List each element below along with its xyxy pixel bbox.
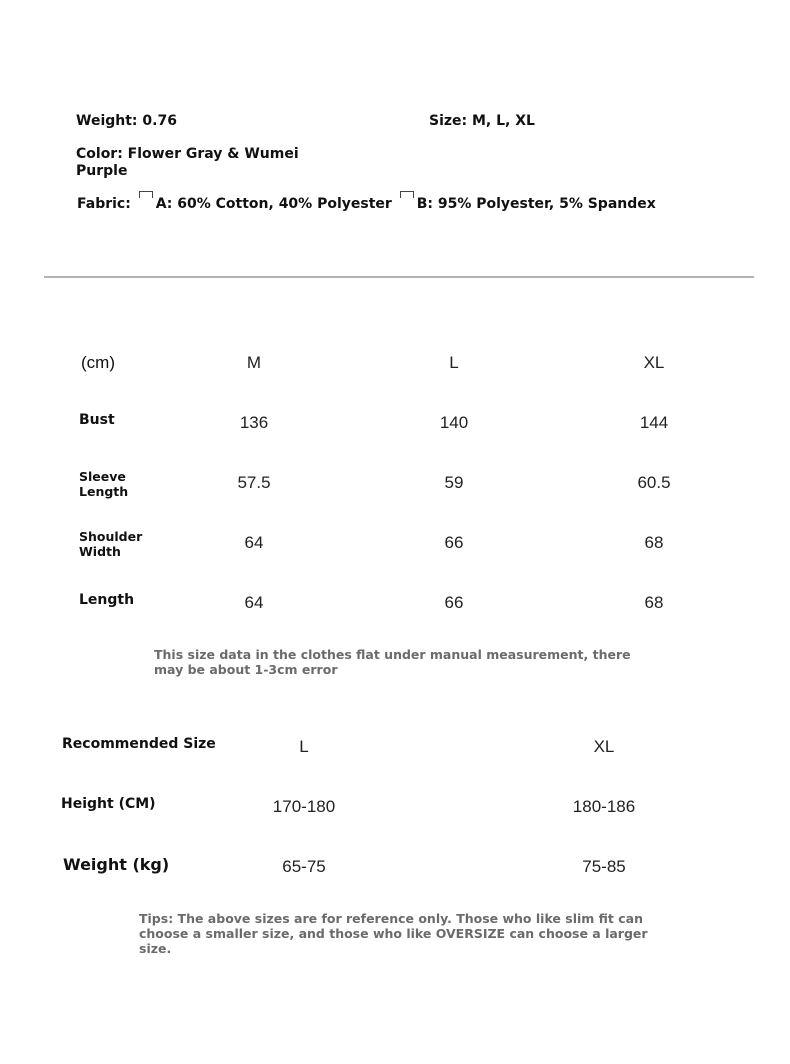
column-header-xl: XL [593, 737, 615, 756]
table-cell: 140 [439, 413, 469, 432]
size-info: Size: M, L, XL [429, 113, 535, 129]
table-cell: 170-180 [272, 797, 336, 816]
row-label-shoulder-width: Shoulder Width [79, 529, 143, 559]
row-label-height: Height (CM) [61, 796, 156, 812]
table-cell: 66 [444, 593, 464, 612]
table-cell: 75-85 [582, 857, 626, 876]
table-cell: 180-186 [572, 797, 636, 816]
table-cell: 136 [239, 413, 269, 432]
fabric-b: B: 95% Polyester, 5% Spandex [416, 196, 656, 212]
row-label-length: Length [79, 592, 135, 608]
table-cell: 68 [644, 593, 664, 612]
bracket-icon [400, 191, 414, 198]
table-cell: 68 [644, 533, 664, 552]
row-label-weight: Weight (kg) [63, 855, 170, 874]
column-header-l: L [449, 353, 459, 372]
section-divider [44, 276, 754, 278]
table-cell: 65-75 [282, 857, 326, 876]
table-cell: 60.5 [637, 473, 671, 492]
row-label-bust: Bust [79, 412, 115, 428]
recommend-header: Recommended Size [62, 736, 216, 752]
column-header-l: L [299, 737, 309, 756]
row-label-sleeve-length: Sleeve Length [79, 469, 129, 499]
table-cell: 64 [244, 593, 264, 612]
color-info-line1: Color: Flower Gray & Wumei [76, 146, 299, 162]
table-cell: 64 [244, 533, 264, 552]
fabric-label: Fabric: [77, 196, 131, 212]
column-header-xl: XL [643, 353, 665, 372]
measurement-note: This size data in the clothes flat under manual measurement, there may be about 1-3cm error [154, 647, 631, 677]
table-cell: 57.5 [237, 473, 271, 492]
color-info-line2: Purple [76, 163, 128, 179]
table-cell: 144 [639, 413, 669, 432]
fabric-info [77, 196, 656, 212]
table-cell: 59 [444, 473, 464, 492]
table-cell: 66 [444, 533, 464, 552]
tips-note: Tips: The above sizes are for reference only. Those who like slim fit can choose a smaller size, and those who like OVERSIZE can choose a larger size. [139, 911, 648, 956]
fabric-a: A: 60% Cotton, 40% Polyester [155, 196, 392, 212]
column-header-m: M [246, 353, 262, 372]
bracket-icon [139, 191, 153, 198]
unit-header: (cm) [81, 353, 115, 372]
weight-info: Weight: 0.76 [76, 113, 177, 129]
